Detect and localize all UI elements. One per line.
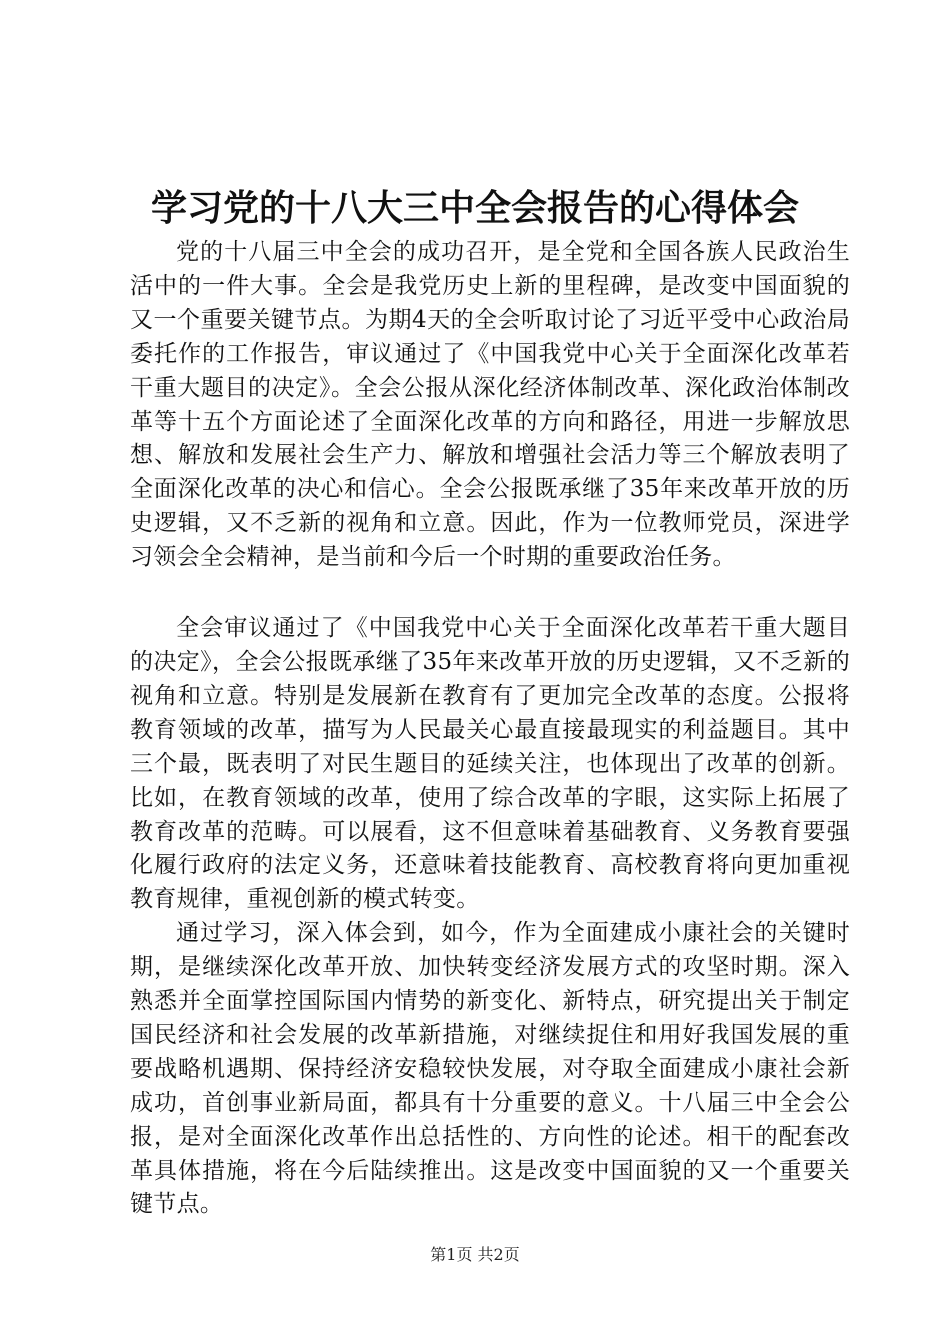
page-total: 共2页 — [477, 1245, 520, 1264]
paragraph-2: 全会审议通过了《中国我党中心关于全面深化改革若干重大题目的决定》，全会公报既承继了35年来改革开放的历史逻辑，又不乏新的视角和立意。特别是发展新在教育有了更加完全改革的态度。公报将教育领域的改革，描写为人民最关心最直接最现实的利益题目。其中三个最，既表明了对民生题目的延续关注，也体现出了改革的创新。比如，在教育领域的改革，使用了综合改革的字眼，这实际上拓展了教育改革的范畴。可以展看，这不但意味着基础教育、义务教育要强化履行政府的法定义务，还意味着技能教育、高校教育将向更加重视教育规律，重视创新的模式转变。 — [130, 615, 850, 913]
document-title: 学习党的十八大三中全会报告的心得体会 — [150, 187, 799, 229]
paragraph-3: 通过学习，深入体会到，如今，作为全面建成小康社会的关键时期，是继续深化改革开放、加快转变经济发展方式的攻坚时期。深入熟悉并全面掌控国际国内情势的新变化、新特点，研究提出关于制定国民经济和社会发展的改革新措施，对继续捉住和用好我国发展的重要战略机遇期、保持经济安稳较快发展，对夺取全面建成小康社会新成功，首创事业新局面，都具有十分重要的意义。十八届三中全会公报，是对全面深化改革作出总括性的、方向性的论述。相干的配套改革具体措施，将在今后陆续推出。这是改变中国面貌的又一个重要关键节点。 — [130, 920, 850, 1218]
paragraph-gap — [130, 575, 850, 612]
page-footer — [0, 1244, 950, 1266]
paragraph-1: 党的十八届三中全会的成功召开，是全党和全国各族人民政治生活中的一件大事。全会是我党历史上新的里程碑，是改变中国面貌的又一个重要关键节点。为期4天的全会听取讨论了习近平受中心政治局委托作的工作报告，审议通过了《中国我党中心关于全面深化改革若干重大题目的决定》。全会公报从深化经济体制改革、深化政治体制改革等十五个方面论述了全面深化改革的方向和路径，用进一步解放思想、解放和发展社会生产力、解放和增强社会活力等三个解放表明了全面深化改革的决心和信心。全会公报既承继了35年来改革开放的历史逻辑，又不乏新的视角和立意。因此，作为一位教师党员，深进学习领会全会精神，是当前和今后一个时期的重要政治任务。 — [130, 239, 850, 571]
document-body — [130, 236, 850, 1222]
page-number: 第1页 — [430, 1245, 473, 1264]
